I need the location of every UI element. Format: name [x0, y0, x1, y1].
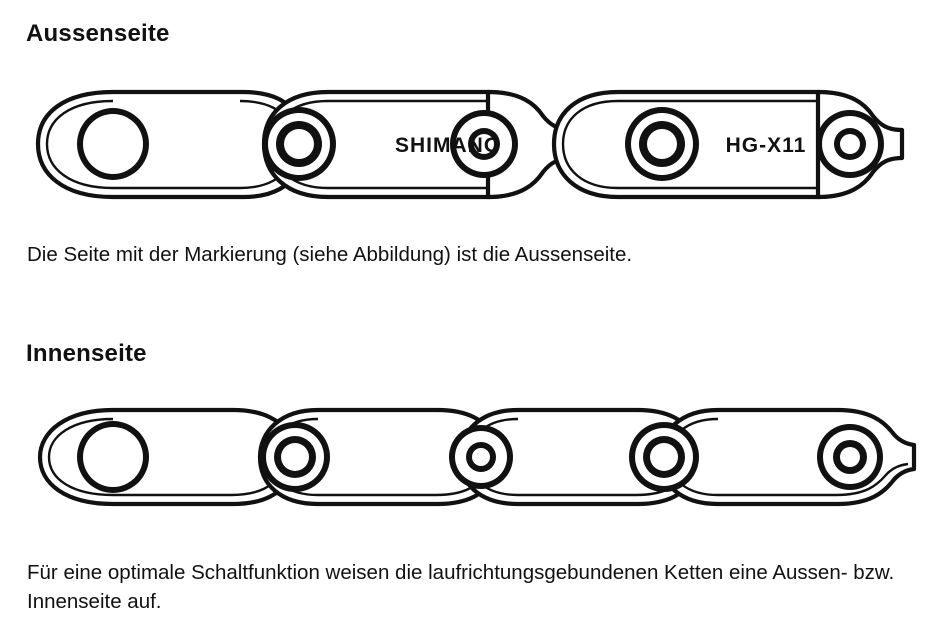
inner-roller-3-pin: [472, 448, 490, 466]
roller-5-pin: [840, 134, 860, 154]
chain-figure-inner: [18, 392, 918, 522]
inner-roller-5-pin: [840, 447, 860, 467]
section-heading-inner: Innenseite: [26, 340, 147, 367]
chain-figure-outer: [18, 72, 918, 217]
caption-inner: Für eine optimale Schaltfunktion weisen die laufrichtungsgebundenen Ketten eine Aussen- bzw. Innenseite auf.: [27, 561, 895, 614]
roller-1-inner: [83, 114, 143, 174]
chain-brand-label: SHIMANO: [395, 134, 502, 157]
inner-roller-1-inner: [83, 427, 143, 487]
chain-outer-svg: [18, 72, 918, 217]
inner-roller-4-pin: [650, 443, 678, 471]
section-heading-outer: Aussenseite: [26, 20, 170, 47]
inner-roller-2-pin: [281, 443, 309, 471]
chain-inner-svg: [18, 392, 918, 522]
roller-4-pin: [647, 129, 677, 159]
roller-2-pin: [284, 129, 314, 159]
chain-model-label: HG-X11: [725, 134, 807, 157]
caption-outer: Die Seite mit der Markierung (siehe Abbildung) ist die Aussenseite.: [27, 243, 633, 266]
